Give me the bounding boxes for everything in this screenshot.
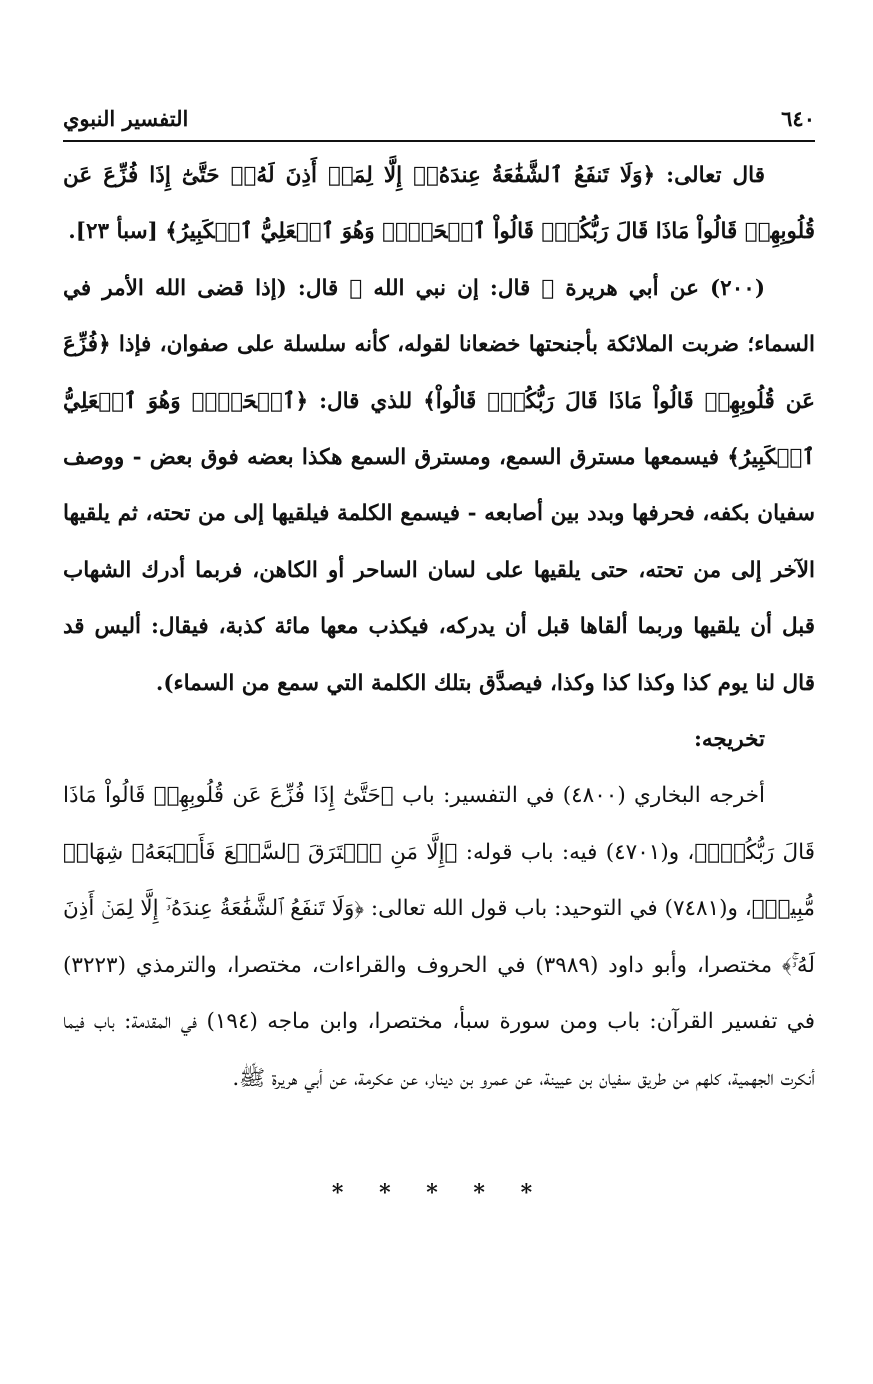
running-title: التفسير النبوي — [63, 106, 189, 131]
section-separator: * * * * * — [331, 1180, 547, 1206]
hadith-paragraph: (٢٠٠) عن أبي هريرة ﷺ قال: إن نبي الله ﷺ قال: (إذا قضى الله الأمر في السماء؛ ضربت الملائكة بأجنحتها خضعانا لقوله، كأنه سلسلة على صفوان، فإذا ﴿فُزِّعَ عَن قُلُوبِهِمۡ قَالُواْ مَاذَا قَالَ رَبُّكُمۡۖ قَالُواْ﴾ للذي قال: ﴿ٱلۡحَقَّۖ وَهُوَ ٱلۡعَلِيُّ ٱلۡكَبِيرُ﴾ فيسمعها مسترق السمع، ومسترق السمع هكذا بعضه فوق بعض - ووصف سفيان بكفه، فحرفها وبدد بين أصابعه - فيسمع الكلمة فيلقيها إلى من تحته، ثم يلقيها الآخر إلى من تحته، حتى يلقيها على لسان الساحر أو الكاهن، فربما أدرك الشهاب قبل أن يلقيها وربما ألقاها قبل أن يدركه، فيكذب معها مائة كذبة، فيقال: أليس قد قال لنا يوم كذا وكذا كذا وكذا، فيصدَّق بتلك الكلمة التي سمع من السماء). — [63, 275, 815, 696]
takhrij-paragraph: أخرجه البخاري (٤٨٠٠) في التفسير: باب ﴿حَتَّىٰٓ إِذَا فُزِّعَ عَن قُلُوبِهِمۡ قَالُواْ مَاذَا قَالَ رَبُّكُمۡۖ﴾، و(٤٧٠١) فيه: باب قوله: ﴿إِلَّا مَنِ ٱسۡتَرَقَ ٱلسَّمۡعَ فَأَتۡبَعَهُۥ شِهَابٞ مُّبِينٞ﴾، و(٧٤٨١) في التوحيد: باب قول الله تعالى: ﴿وَلَا تَنفَعُ ٱلشَّفَٰعَةُ عِندَهُۥٓ إِلَّا لِمَنۡ أَذِنَ لَهُۥۚ﴾ مختصرا، وأبو داود (٣٩٨٩) في الحروف والقراءات، مختصرا، والترمذي (٣٢٢٣) في تفسير القرآن: باب ومن سورة سبأ، مختصرا، وابن ماجه (١٩٤) في المقدمة: باب فيما أنكرت الجهمية، كلهم من طريق سفيان بن عيينة، عن عمرو بن دينار، عن عكرمة، عن أبي هريرة ﷺ. — [63, 783, 815, 1091]
header-divider — [63, 140, 815, 142]
page-number: ٦٤٠ — [781, 106, 815, 131]
page-header — [63, 104, 815, 140]
takhrij-heading: تخريجه: — [693, 727, 765, 753]
verse-paragraph: قال تعالى: ﴿وَلَا تَنفَعُ ٱلشَّفَٰعَةُ عِندَهُۥٓ إِلَّا لِمَنۡ أَذِنَ لَهُۥۚ حَتَّىٰٓ إِذَا فُزِّعَ عَن قُلُوبِهِمۡ قَالُواْ مَاذَا قَالَ رَبُّكُمۡۖ قَالُواْ ٱلۡحَقَّۖ وَهُوَ ٱلۡعَلِيُّ ٱلۡكَبِيرُ﴾ [سبأ ٢٣]. — [63, 163, 815, 245]
body-text — [63, 148, 815, 1107]
